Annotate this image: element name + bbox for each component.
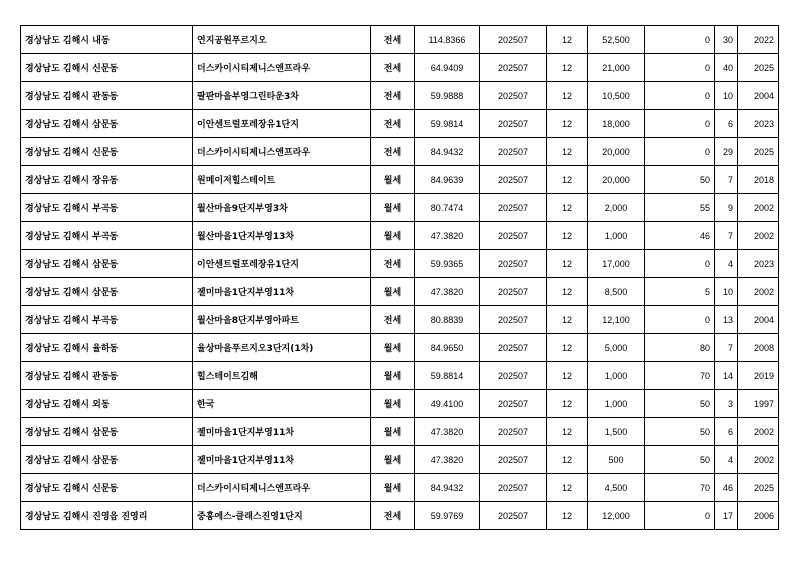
region-cell: 경상남도 김해시 관동동 <box>21 362 193 390</box>
deposit-cell: 10,500 <box>588 82 645 110</box>
term-cell: 12 <box>547 26 588 54</box>
contract-ym-cell: 202507 <box>480 166 547 194</box>
table-row <box>21 250 779 278</box>
built-year-cell: 2022 <box>738 26 779 54</box>
floor-cell: 46 <box>715 474 738 502</box>
deposit-cell: 12,100 <box>588 306 645 334</box>
monthly-rent-cell: 70 <box>645 474 715 502</box>
monthly-rent-cell: 50 <box>645 446 715 474</box>
term-cell: 12 <box>547 334 588 362</box>
region-cell: 경상남도 김해시 진영읍 진영리 <box>21 502 193 530</box>
term-cell: 12 <box>547 502 588 530</box>
area-cell: 59.9888 <box>415 82 480 110</box>
table-row <box>21 390 779 418</box>
deposit-cell: 21,000 <box>588 54 645 82</box>
table-body <box>21 26 779 530</box>
lease-type-cell: 전세 <box>371 250 415 278</box>
area-cell: 84.9432 <box>415 138 480 166</box>
area-cell: 84.9639 <box>415 166 480 194</box>
area-cell: 59.9365 <box>415 250 480 278</box>
contract-ym-cell: 202507 <box>480 306 547 334</box>
built-year-cell: 1997 <box>738 390 779 418</box>
floor-cell: 29 <box>715 138 738 166</box>
contract-ym-cell: 202507 <box>480 390 547 418</box>
deposit-cell: 2,000 <box>588 194 645 222</box>
contract-ym-cell: 202507 <box>480 446 547 474</box>
table-row <box>21 474 779 502</box>
lease-type-cell: 월세 <box>371 334 415 362</box>
table-row <box>21 110 779 138</box>
monthly-rent-cell: 0 <box>645 138 715 166</box>
complex-name-cell: 율상마을푸르지오3단지(1차) <box>193 334 371 362</box>
built-year-cell: 2018 <box>738 166 779 194</box>
contract-ym-cell: 202507 <box>480 138 547 166</box>
deposit-cell: 1,000 <box>588 390 645 418</box>
term-cell: 12 <box>547 474 588 502</box>
deposit-cell: 1,000 <box>588 222 645 250</box>
built-year-cell: 2025 <box>738 138 779 166</box>
table-row <box>21 82 779 110</box>
contract-ym-cell: 202507 <box>480 26 547 54</box>
term-cell: 12 <box>547 54 588 82</box>
deposit-cell: 4,500 <box>588 474 645 502</box>
deposit-cell: 18,000 <box>588 110 645 138</box>
area-cell: 47.3820 <box>415 278 480 306</box>
term-cell: 12 <box>547 222 588 250</box>
table-row <box>21 278 779 306</box>
floor-cell: 17 <box>715 502 738 530</box>
table-row <box>21 418 779 446</box>
lease-type-cell: 전세 <box>371 110 415 138</box>
floor-cell: 10 <box>715 278 738 306</box>
term-cell: 12 <box>547 306 588 334</box>
table-row <box>21 54 779 82</box>
monthly-rent-cell: 0 <box>645 306 715 334</box>
built-year-cell: 2004 <box>738 82 779 110</box>
floor-cell: 6 <box>715 418 738 446</box>
region-cell: 경상남도 김해시 부곡동 <box>21 194 193 222</box>
monthly-rent-cell: 70 <box>645 362 715 390</box>
contract-ym-cell: 202507 <box>480 82 547 110</box>
lease-type-cell: 월세 <box>371 278 415 306</box>
monthly-rent-cell: 0 <box>645 110 715 138</box>
lease-type-cell: 월세 <box>371 194 415 222</box>
area-cell: 59.8814 <box>415 362 480 390</box>
region-cell: 경상남도 김해시 외동 <box>21 390 193 418</box>
monthly-rent-cell: 80 <box>645 334 715 362</box>
term-cell: 12 <box>547 418 588 446</box>
complex-name-cell: 원메이저힐스테이트 <box>193 166 371 194</box>
complex-name-cell: 젤미마을1단지부영11차 <box>193 446 371 474</box>
table-row <box>21 306 779 334</box>
contract-ym-cell: 202507 <box>480 110 547 138</box>
deposit-cell: 500 <box>588 446 645 474</box>
term-cell: 12 <box>547 446 588 474</box>
table-row <box>21 26 779 54</box>
floor-cell: 13 <box>715 306 738 334</box>
term-cell: 12 <box>547 110 588 138</box>
complex-name-cell: 팔판마을부영그린타운3차 <box>193 82 371 110</box>
deposit-cell: 1,500 <box>588 418 645 446</box>
area-cell: 114.8366 <box>415 26 480 54</box>
complex-name-cell: 이안센트럴포레장유1단지 <box>193 250 371 278</box>
built-year-cell: 2023 <box>738 250 779 278</box>
term-cell: 12 <box>547 278 588 306</box>
table-row <box>21 222 779 250</box>
complex-name-cell: 젤미마을1단지부영11차 <box>193 278 371 306</box>
term-cell: 12 <box>547 82 588 110</box>
region-cell: 경상남도 김해시 삼문동 <box>21 278 193 306</box>
monthly-rent-cell: 0 <box>645 250 715 278</box>
term-cell: 12 <box>547 194 588 222</box>
deposit-cell: 52,500 <box>588 26 645 54</box>
table-row <box>21 446 779 474</box>
contract-ym-cell: 202507 <box>480 222 547 250</box>
floor-cell: 40 <box>715 54 738 82</box>
area-cell: 47.3820 <box>415 418 480 446</box>
region-cell: 경상남도 김해시 신문동 <box>21 138 193 166</box>
complex-name-cell: 중흥에스-클래스진영1단지 <box>193 502 371 530</box>
lease-type-cell: 월세 <box>371 474 415 502</box>
deposit-cell: 20,000 <box>588 166 645 194</box>
region-cell: 경상남도 김해시 부곡동 <box>21 222 193 250</box>
floor-cell: 4 <box>715 250 738 278</box>
complex-name-cell: 이안센트럴포레장유1단지 <box>193 110 371 138</box>
monthly-rent-cell: 55 <box>645 194 715 222</box>
lease-type-cell: 월세 <box>371 446 415 474</box>
built-year-cell: 2023 <box>738 110 779 138</box>
complex-name-cell: 연지공원푸르지오 <box>193 26 371 54</box>
complex-name-cell: 더스카이시티제니스앤프라우 <box>193 54 371 82</box>
contract-ym-cell: 202507 <box>480 418 547 446</box>
term-cell: 12 <box>547 138 588 166</box>
deposit-cell: 12,000 <box>588 502 645 530</box>
complex-name-cell: 젤미마을1단지부영11차 <box>193 418 371 446</box>
lease-type-cell: 월세 <box>371 166 415 194</box>
built-year-cell: 2006 <box>738 502 779 530</box>
lease-type-cell: 전세 <box>371 502 415 530</box>
contract-ym-cell: 202507 <box>480 194 547 222</box>
lease-type-cell: 월세 <box>371 222 415 250</box>
deposit-cell: 5,000 <box>588 334 645 362</box>
monthly-rent-cell: 50 <box>645 390 715 418</box>
table-row <box>21 166 779 194</box>
contract-ym-cell: 202507 <box>480 278 547 306</box>
built-year-cell: 2019 <box>738 362 779 390</box>
monthly-rent-cell: 50 <box>645 166 715 194</box>
lease-type-cell: 월세 <box>371 390 415 418</box>
area-cell: 64.9409 <box>415 54 480 82</box>
area-cell: 80.8839 <box>415 306 480 334</box>
lease-type-cell: 전세 <box>371 26 415 54</box>
monthly-rent-cell: 50 <box>645 418 715 446</box>
lease-type-cell: 월세 <box>371 362 415 390</box>
lease-type-cell: 전세 <box>371 306 415 334</box>
deposit-cell: 1,000 <box>588 362 645 390</box>
area-cell: 59.9814 <box>415 110 480 138</box>
area-cell: 49.4100 <box>415 390 480 418</box>
table-row <box>21 334 779 362</box>
region-cell: 경상남도 김해시 삼문동 <box>21 446 193 474</box>
area-cell: 80.7474 <box>415 194 480 222</box>
floor-cell: 3 <box>715 390 738 418</box>
area-cell: 47.3820 <box>415 222 480 250</box>
region-cell: 경상남도 김해시 신문동 <box>21 54 193 82</box>
term-cell: 12 <box>547 390 588 418</box>
deposit-cell: 8,500 <box>588 278 645 306</box>
region-cell: 경상남도 김해시 삼문동 <box>21 418 193 446</box>
complex-name-cell: 한국 <box>193 390 371 418</box>
region-cell: 경상남도 김해시 내동 <box>21 26 193 54</box>
monthly-rent-cell: 5 <box>645 278 715 306</box>
contract-ym-cell: 202507 <box>480 334 547 362</box>
region-cell: 경상남도 김해시 관동동 <box>21 82 193 110</box>
monthly-rent-cell: 0 <box>645 502 715 530</box>
contract-ym-cell: 202507 <box>480 54 547 82</box>
table-row <box>21 138 779 166</box>
monthly-rent-cell: 46 <box>645 222 715 250</box>
floor-cell: 14 <box>715 362 738 390</box>
monthly-rent-cell: 0 <box>645 82 715 110</box>
complex-name-cell: 힐스테이트김해 <box>193 362 371 390</box>
floor-cell: 7 <box>715 166 738 194</box>
lease-type-cell: 전세 <box>371 54 415 82</box>
monthly-rent-cell: 0 <box>645 26 715 54</box>
area-cell: 59.9769 <box>415 502 480 530</box>
table-row <box>21 194 779 222</box>
region-cell: 경상남도 김해시 율하동 <box>21 334 193 362</box>
region-cell: 경상남도 김해시 부곡동 <box>21 306 193 334</box>
built-year-cell: 2004 <box>738 306 779 334</box>
complex-name-cell: 월산마을9단지부영3차 <box>193 194 371 222</box>
complex-name-cell: 더스카이시티제니스앤프라우 <box>193 138 371 166</box>
term-cell: 12 <box>547 362 588 390</box>
built-year-cell: 2002 <box>738 222 779 250</box>
contract-ym-cell: 202507 <box>480 250 547 278</box>
built-year-cell: 2008 <box>738 334 779 362</box>
term-cell: 12 <box>547 250 588 278</box>
contract-ym-cell: 202507 <box>480 362 547 390</box>
term-cell: 12 <box>547 166 588 194</box>
built-year-cell: 2002 <box>738 278 779 306</box>
built-year-cell: 2025 <box>738 54 779 82</box>
complex-name-cell: 월산마을8단지부영아파트 <box>193 306 371 334</box>
region-cell: 경상남도 김해시 삼문동 <box>21 110 193 138</box>
built-year-cell: 2002 <box>738 418 779 446</box>
complex-name-cell: 월산마을1단지부영13차 <box>193 222 371 250</box>
built-year-cell: 2002 <box>738 194 779 222</box>
lease-type-cell: 전세 <box>371 82 415 110</box>
floor-cell: 7 <box>715 334 738 362</box>
table-row <box>21 502 779 530</box>
region-cell: 경상남도 김해시 신문동 <box>21 474 193 502</box>
region-cell: 경상남도 김해시 장유동 <box>21 166 193 194</box>
floor-cell: 6 <box>715 110 738 138</box>
area-cell: 47.3820 <box>415 446 480 474</box>
floor-cell: 10 <box>715 82 738 110</box>
deposit-cell: 17,000 <box>588 250 645 278</box>
floor-cell: 4 <box>715 446 738 474</box>
transaction-table <box>20 25 779 530</box>
contract-ym-cell: 202507 <box>480 502 547 530</box>
lease-type-cell: 전세 <box>371 138 415 166</box>
floor-cell: 9 <box>715 194 738 222</box>
monthly-rent-cell: 0 <box>645 54 715 82</box>
floor-cell: 7 <box>715 222 738 250</box>
contract-ym-cell: 202507 <box>480 474 547 502</box>
built-year-cell: 2025 <box>738 474 779 502</box>
complex-name-cell: 더스카이시티제니스앤프라우 <box>193 474 371 502</box>
area-cell: 84.9432 <box>415 474 480 502</box>
deposit-cell: 20,000 <box>588 138 645 166</box>
region-cell: 경상남도 김해시 삼문동 <box>21 250 193 278</box>
built-year-cell: 2002 <box>738 446 779 474</box>
table-row <box>21 362 779 390</box>
floor-cell: 30 <box>715 26 738 54</box>
area-cell: 84.9650 <box>415 334 480 362</box>
lease-type-cell: 월세 <box>371 418 415 446</box>
